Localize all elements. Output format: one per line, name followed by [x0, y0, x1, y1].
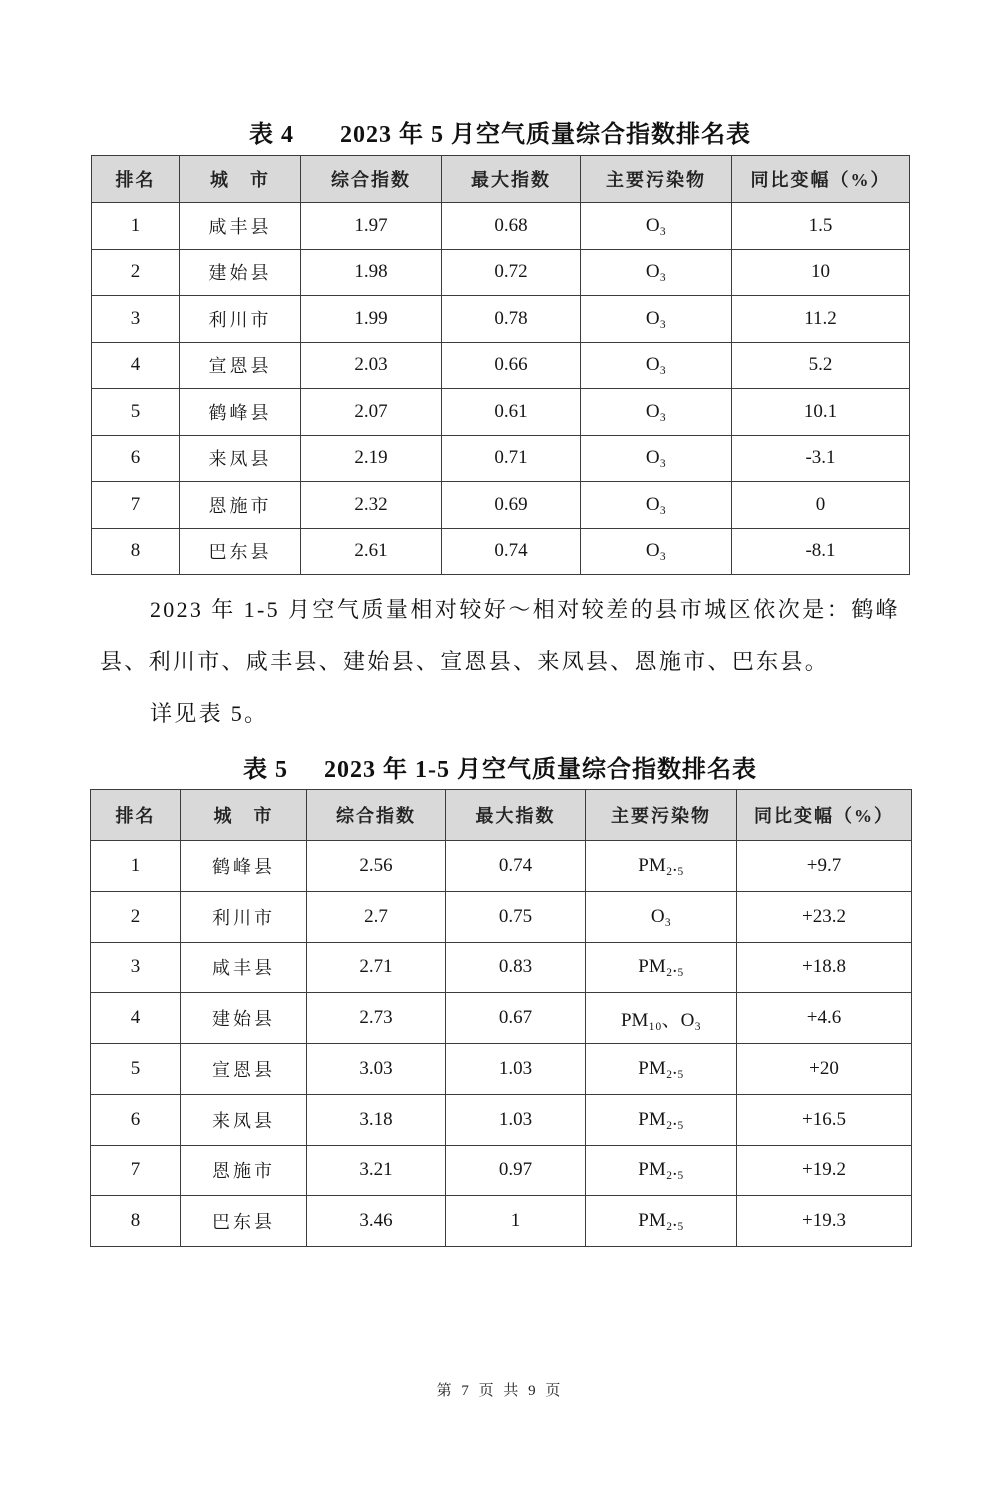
see-table-5-note: 详见表 5。 — [150, 701, 269, 726]
composite-index-cell: 2.7 — [307, 891, 446, 942]
primary-pollutant-cell: PM₂.₅ — [586, 1196, 737, 1247]
table-row — [92, 528, 910, 575]
city-cell: 利川市 — [180, 296, 301, 343]
primary-pollutant-cell: O₃ — [581, 296, 732, 343]
composite-index-cell: 2.73 — [307, 993, 446, 1044]
column-header-primary-pollutant: 主要污染物 — [581, 156, 732, 203]
yoy-change-cell: 0 — [732, 482, 910, 529]
rank-cell: 1 — [91, 841, 181, 892]
yoy-change-cell: +18.8 — [737, 942, 912, 993]
yoy-change-cell: +16.5 — [737, 1094, 912, 1145]
column-header-rank: 排名 — [91, 790, 181, 841]
table-row — [92, 482, 910, 529]
max-index-cell: 1.03 — [446, 1044, 586, 1095]
primary-pollutant-cell: PM₂.₅ — [586, 942, 737, 993]
rank-cell: 8 — [91, 1196, 181, 1247]
rank-cell: 6 — [92, 435, 180, 482]
rank-cell: 4 — [91, 993, 181, 1044]
city-cell: 宣恩县 — [181, 1044, 307, 1095]
yoy-change-cell: 1.5 — [732, 203, 910, 250]
table-header-row — [92, 156, 910, 203]
primary-pollutant-cell: O₃ — [586, 891, 737, 942]
city-cell: 恩施市 — [180, 482, 301, 529]
max-index-cell: 0.97 — [446, 1145, 586, 1196]
primary-pollutant-cell: PM₂.₅ — [586, 1094, 737, 1145]
yoy-change-cell: +23.2 — [737, 891, 912, 942]
primary-pollutant-cell: PM₂.₅ — [586, 1044, 737, 1095]
primary-pollutant-cell: O₃ — [581, 389, 732, 436]
table-4-caption — [0, 117, 1000, 153]
city-cell: 巴东县 — [180, 528, 301, 575]
city-cell: 咸丰县 — [180, 203, 301, 250]
max-index-cell: 1 — [446, 1196, 586, 1247]
rank-cell: 3 — [92, 296, 180, 343]
table-4-label: 表 4 — [249, 122, 294, 148]
table-row — [92, 342, 910, 389]
rank-cell: 6 — [91, 1094, 181, 1145]
table-4 — [91, 155, 910, 575]
primary-pollutant-cell: O₃ — [581, 249, 732, 296]
composite-index-cell: 3.03 — [307, 1044, 446, 1095]
composite-index-cell: 2.71 — [307, 942, 446, 993]
yoy-change-cell: 5.2 — [732, 342, 910, 389]
table-4-title: 2023 年 5 月空气质量综合指数排名表 — [340, 122, 751, 148]
yoy-change-cell: 10 — [732, 249, 910, 296]
table-row — [92, 435, 910, 482]
table-row — [91, 993, 912, 1044]
max-index-cell: 0.75 — [446, 891, 586, 942]
city-cell: 鹤峰县 — [180, 389, 301, 436]
primary-pollutant-cell: O₃ — [581, 203, 732, 250]
primary-pollutant-cell: O₃ — [581, 342, 732, 389]
yoy-change-cell: -3.1 — [732, 435, 910, 482]
yoy-change-cell: +4.6 — [737, 993, 912, 1044]
table-row — [92, 296, 910, 343]
city-cell: 咸丰县 — [181, 942, 307, 993]
composite-index-cell: 2.56 — [307, 841, 446, 892]
max-index-cell: 1.03 — [446, 1094, 586, 1145]
city-cell: 鹤峰县 — [181, 841, 307, 892]
primary-pollutant-cell: O₃ — [581, 528, 732, 575]
table-header-row — [91, 790, 912, 841]
primary-pollutant-cell: PM₁₀、O₃ — [586, 993, 737, 1044]
max-index-cell: 0.68 — [442, 203, 581, 250]
column-header-composite-index: 综合指数 — [301, 156, 442, 203]
rank-cell: 7 — [92, 482, 180, 529]
table-row — [91, 1094, 912, 1145]
city-cell: 恩施市 — [181, 1145, 307, 1196]
city-cell: 巴东县 — [181, 1196, 307, 1247]
composite-index-cell: 1.98 — [301, 249, 442, 296]
primary-pollutant-cell: O₃ — [581, 435, 732, 482]
rank-cell: 5 — [92, 389, 180, 436]
column-header-composite-index: 综合指数 — [307, 790, 446, 841]
rank-cell: 7 — [91, 1145, 181, 1196]
yoy-change-cell: -8.1 — [732, 528, 910, 575]
city-cell: 宣恩县 — [180, 342, 301, 389]
yoy-change-cell: 11.2 — [732, 296, 910, 343]
column-header-max-index: 最大指数 — [446, 790, 586, 841]
primary-pollutant-cell: PM₂.₅ — [586, 841, 737, 892]
max-index-cell: 0.71 — [442, 435, 581, 482]
max-index-cell: 0.74 — [446, 841, 586, 892]
yoy-change-cell: +20 — [737, 1044, 912, 1095]
column-header-max-index: 最大指数 — [442, 156, 581, 203]
rank-cell: 1 — [92, 203, 180, 250]
table-row — [91, 1196, 912, 1247]
primary-pollutant-cell: PM₂.₅ — [586, 1145, 737, 1196]
yoy-change-cell: +19.3 — [737, 1196, 912, 1247]
table-row — [92, 389, 910, 436]
max-index-cell: 0.83 — [446, 942, 586, 993]
rank-cell: 3 — [91, 942, 181, 993]
table-row — [91, 891, 912, 942]
table-row — [91, 1145, 912, 1196]
composite-index-cell: 3.18 — [307, 1094, 446, 1145]
table-row — [92, 249, 910, 296]
composite-index-cell: 1.99 — [301, 296, 442, 343]
table-5-label: 表 5 — [243, 757, 288, 783]
yoy-change-cell: 10.1 — [732, 389, 910, 436]
composite-index-cell: 2.19 — [301, 435, 442, 482]
column-header-rank: 排名 — [92, 156, 180, 203]
table-row — [91, 942, 912, 993]
table-5 — [90, 789, 912, 1247]
city-cell: 来凤县 — [181, 1094, 307, 1145]
page-footer: 第 7 页 共 9 页 — [436, 1383, 564, 1399]
composite-index-cell: 2.03 — [301, 342, 442, 389]
column-header-yoy-change: 同比变幅（%） — [732, 156, 910, 203]
composite-index-cell: 1.97 — [301, 203, 442, 250]
city-cell: 利川市 — [181, 891, 307, 942]
city-cell: 建始县 — [181, 993, 307, 1044]
rank-cell: 2 — [92, 249, 180, 296]
composite-index-cell: 3.21 — [307, 1145, 446, 1196]
composite-index-cell: 2.32 — [301, 482, 442, 529]
yoy-change-cell: +19.2 — [737, 1145, 912, 1196]
table-row — [91, 1044, 912, 1095]
max-index-cell: 0.67 — [446, 993, 586, 1044]
city-cell: 来凤县 — [180, 435, 301, 482]
table-5-caption — [0, 752, 1000, 788]
rank-cell: 4 — [92, 342, 180, 389]
max-index-cell: 0.69 — [442, 482, 581, 529]
max-index-cell: 0.72 — [442, 249, 581, 296]
rank-cell: 5 — [91, 1044, 181, 1095]
composite-index-cell: 2.61 — [301, 528, 442, 575]
max-index-cell: 0.74 — [442, 528, 581, 575]
column-header-city: 城 市 — [181, 790, 307, 841]
max-index-cell: 0.61 — [442, 389, 581, 436]
max-index-cell: 0.78 — [442, 296, 581, 343]
primary-pollutant-cell: O₃ — [581, 482, 732, 529]
table-5-title: 2023 年 1-5 月空气质量综合指数排名表 — [324, 757, 757, 783]
composite-index-cell: 2.07 — [301, 389, 442, 436]
ranking-summary-paragraph: 2023 年 1-5 月空气质量相对较好～相对较差的县市城区依次是：鹤峰县、利川市、咸丰县、建始县、宣恩县、来凤县、恩施市、巴东县。 — [100, 597, 900, 674]
rank-cell: 2 — [91, 891, 181, 942]
rank-cell: 8 — [92, 528, 180, 575]
column-header-yoy-change: 同比变幅（%） — [737, 790, 912, 841]
column-header-city: 城 市 — [180, 156, 301, 203]
composite-index-cell: 3.46 — [307, 1196, 446, 1247]
table-row — [91, 841, 912, 892]
yoy-change-cell: +9.7 — [737, 841, 912, 892]
table-row — [92, 203, 910, 250]
city-cell: 建始县 — [180, 249, 301, 296]
column-header-primary-pollutant: 主要污染物 — [586, 790, 737, 841]
max-index-cell: 0.66 — [442, 342, 581, 389]
